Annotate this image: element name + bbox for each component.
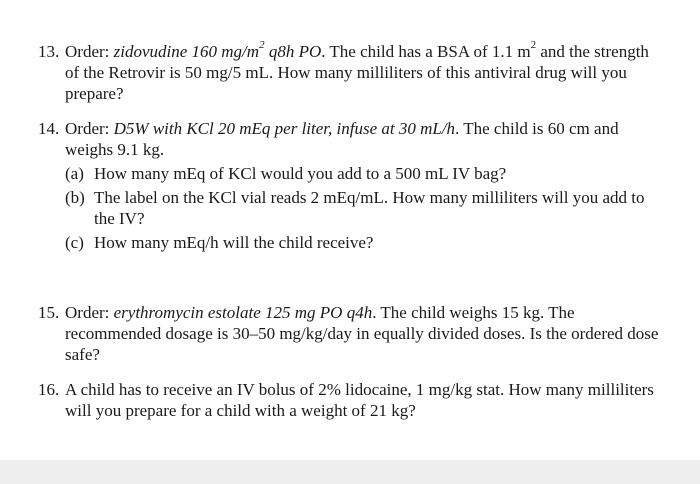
problem-number: 15. — [38, 303, 60, 322]
problem-text: Order: erythromycin estolate 125 mg PO q4h. The child weighs 15 kg. The recommended dosage is 30–50 mg/kg/day in equally divided doses. Is the ordered dose safe? — [65, 303, 659, 364]
sub-question-text: How many mEq/h will the child receive? — [94, 233, 374, 252]
order-label: Order: — [65, 303, 114, 322]
problem-text: Order: zidovudine 160 $mg/m^2$ q8h PO. The child has a BSA of 1.1 $m^2$ and the strength of the Retrovir is 50 mg/5 mL. How many milliliters of this antiviral drug will you prepare? — [65, 39, 649, 103]
order-label: Order: — [65, 119, 114, 138]
problem-14 — [38, 118, 663, 253]
problem-number: 16. — [38, 380, 60, 399]
problem-text: Order: D5W with KCl 20 mEq per liter, infuse at 30 mL/h. The child is 60 cm and weighs 9.1 kg. — [65, 119, 619, 159]
order-text: erythromycin estolate 125 mg PO q4h — [113, 303, 373, 322]
sub-question-letter: (b) — [65, 188, 85, 207]
order-text: zidovudine 160 $mg/m^2$ q8h PO — [113, 39, 322, 61]
sub-question-b — [65, 187, 663, 229]
problem-13 — [38, 41, 663, 104]
order-text: D5W with KCl 20 mEq per liter, infuse at 30 mL/h — [113, 119, 456, 138]
problem-number: 14. — [38, 119, 60, 138]
problem-text: A child has to receive an IV bolus of 2% lidocaine, 1 mg/kg stat. How many milliliters will you prepare for a child with a weight of 21 kg? — [65, 380, 654, 420]
sub-question-c — [65, 232, 663, 253]
sub-question-letter: (a) — [65, 164, 84, 183]
sub-question-a — [65, 163, 663, 184]
problem-number: 13. — [38, 42, 60, 61]
sub-question-letter: (c) — [65, 233, 84, 252]
problem-16 — [38, 379, 663, 421]
sub-question-text: How many mEq of KCl would you add to a 500 mL IV bag? — [94, 164, 507, 183]
problem-15 — [38, 302, 663, 365]
order-label: Order: — [65, 42, 114, 61]
sub-question-text: The label on the KCl vial reads 2 mEq/mL. How many milliliters will you add to the IV? — [94, 188, 645, 228]
